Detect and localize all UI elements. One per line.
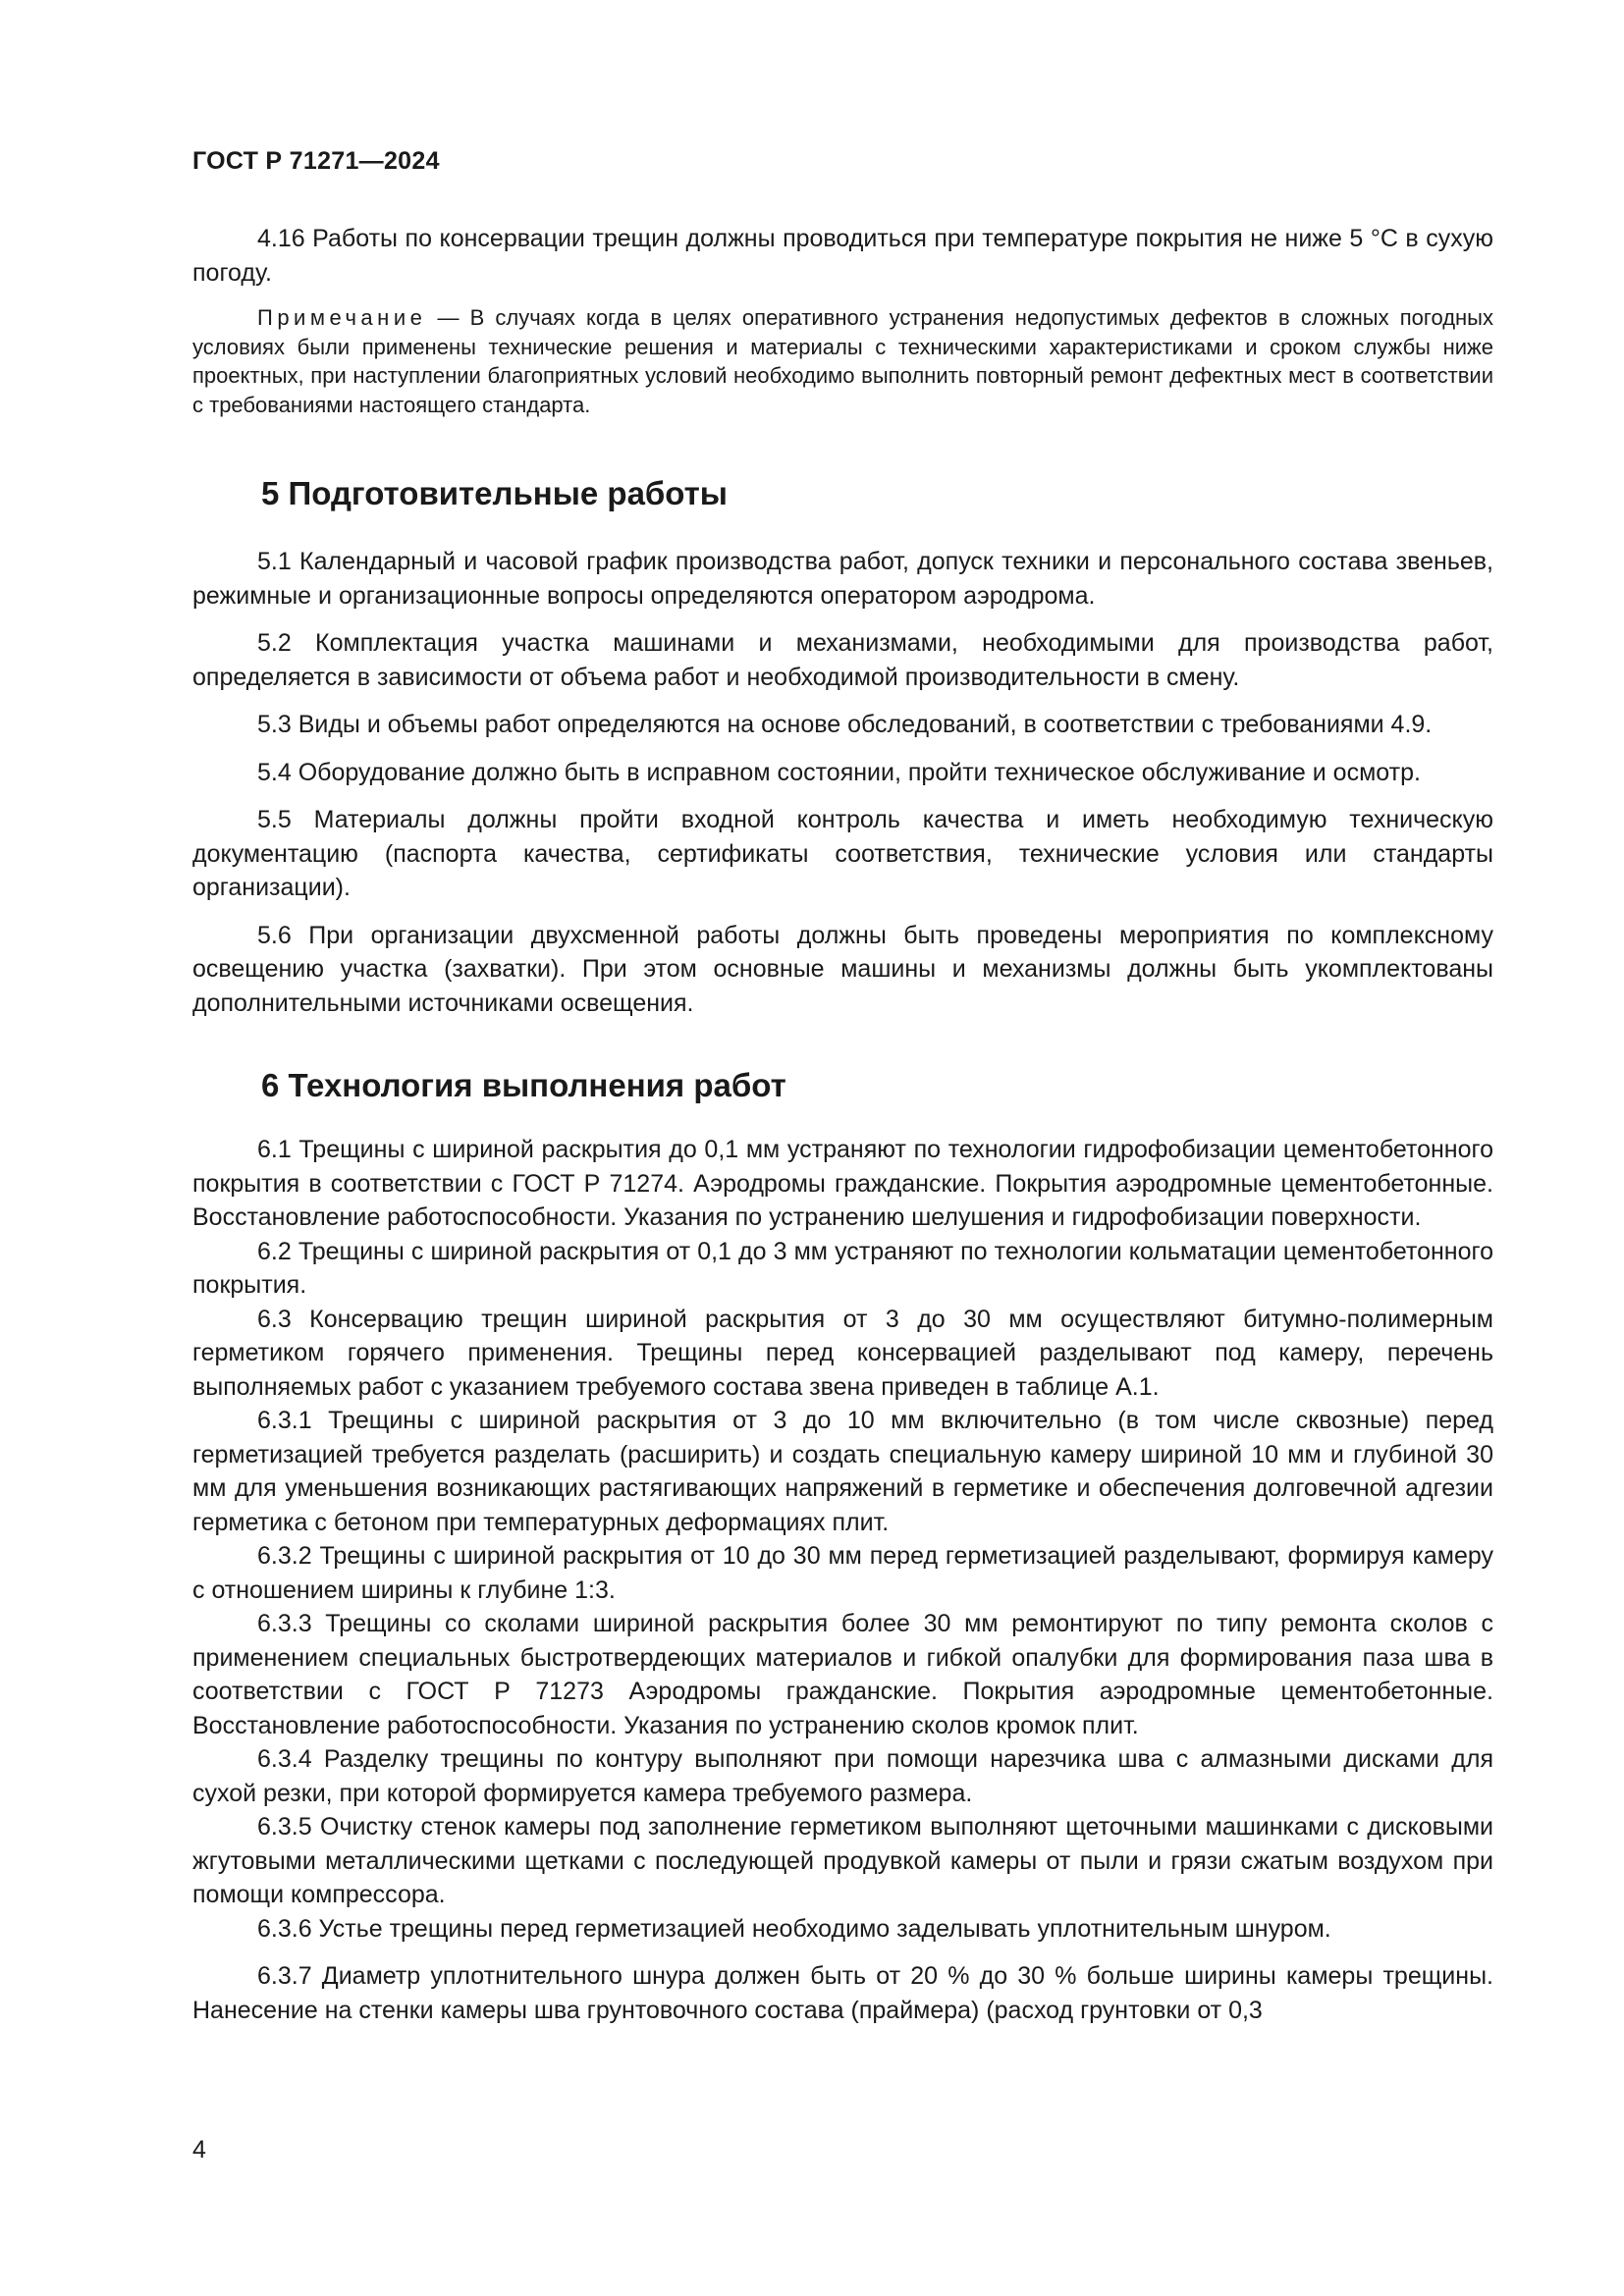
paragraph-6-3-7: 6.3.7 Диаметр уплотнительного шнура должен быть от 20 % до 30 % больше ширины камеры трещины. Нанесение на стенки камеры шва грунтовочного состава (праймера) (расход грунтовки от 0,3 (192, 1962, 1493, 2024)
page-number: 4 (192, 2136, 206, 2163)
note-text: — В случаях когда в целях оперативного устранения недопустимых дефектов в сложных погодных условиях были применены технические решения и материалы с техническими характеристиками и сроком службы ниже проектных, при наступлении благоприятных условий необходимо выполнить повторный ремонт дефектных мест в соответствии с требованиями настоящего стандарта. (192, 305, 1493, 417)
document-page (192, 0, 1493, 2296)
note-paragraph (192, 303, 1493, 419)
paragraph-6-3-2: 6.3.2 Трещины с шириной раскрытия от 10 до 30 мм перед герметизацией разделывают, формируя камеру с отношением ширины к глубине 1:3. (192, 1542, 1493, 1604)
paragraph-6-2: 6.2 Трещины с шириной раскрытия от 0,1 до 3 мм устраняют по технологии кольматации цементобетонного покрытия. (192, 1237, 1493, 1299)
paragraph-6-3-6: 6.3.6 Устье трещины перед герметизацией необходимо заделывать уплотнительным шнуром. (257, 1914, 1331, 1943)
document-header-code: ГОСТ Р 71271—2024 (192, 147, 440, 175)
paragraph-6-3-4: 6.3.4 Разделку трещины по контуру выполняют при помощи нарезчика шва с алмазными дисками для сухой резки, при которой формируется камера требуемого размера. (192, 1745, 1493, 1807)
paragraph-6-3-1: 6.3.1 Трещины с шириной раскрытия от 3 до 10 мм включительно (в том числе сквозные) перед герметизацией требуется разделать (расширить) и создать специальную камеру шириной 10 мм и глубиной 30 мм для уменьшения возникающих растягивающих напряжений в герметике и обеспечения долговечной адгезии герметика с бетоном при температурных деформациях плит. (192, 1407, 1493, 1536)
paragraph-5-2: 5.2 Комплектация участка машинами и механизмами, необходимыми для производства работ, определяется в зависимости от объема работ и необходимой производительности в смену. (192, 629, 1493, 691)
paragraph-5-4: 5.4 Оборудование должно быть в исправном состоянии, пройти техническое обслуживание и осмотр. (257, 758, 1421, 786)
section-6-heading: 6 Технология выполнения работ (261, 1067, 786, 1103)
section-5-heading: 5 Подготовительные работы (261, 475, 728, 511)
paragraph-5-1: 5.1 Календарный и часовой график производства работ, допуск техники и персонального состава звеньев, режимные и организационные вопросы определяются оператором аэродрома. (192, 548, 1493, 610)
paragraph-6-3-5: 6.3.5 Очистку стенок камеры под заполнение герметиком выполняют щеточными машинками с дисковыми жгутовыми металлическими щетками с последующей продувкой камеры от пыли и грязи сжатым воздухом при помощи компрессора. (192, 1813, 1493, 1908)
paragraph-5-5: 5.5 Материалы должны пройти входной контроль качества и иметь необходимую техническую документацию (паспорта качества, сертификаты соответствия, технические условия или стандарты организации). (192, 806, 1493, 901)
paragraph-5-3: 5.3 Виды и объемы работ определяются на основе обследований, в соответствии с требованиями 4.9. (257, 711, 1433, 738)
document-body (192, 222, 1493, 2027)
paragraph-5-6: 5.6 При организации двухсменной работы должны быть проведены мероприятия по комплексному освещению участка (захватки). При этом основные машины и механизмы должны быть укомплектованы дополнительными источниками освещения. (192, 921, 1493, 1017)
paragraph-4-16: 4.16 Работы по консервации трещин должны проводиться при температуре покрытия не ниже 5 °С в сухую погоду. (192, 225, 1493, 287)
paragraph-6-3-3: 6.3.3 Трещины со сколами шириной раскрытия более 30 мм ремонтируют по типу ремонта сколов с применением специальных быстротвердеющих материалов и гибкой опалубки для формирования паза шва в соответствии с ГОСТ Р 71273 Аэродромы гражданские. Покрытия аэродромные цементобетонные. Восстановление работоспособности. Указания по устранению сколов кромок плит. (192, 1610, 1493, 1739)
paragraph-6-3: 6.3 Консервацию трещин шириной раскрытия от 3 до 30 мм осуществляют битумно-полимерным герметиком горячего применения. Трещины перед консервацией разделывают под камеру, перечень выполняемых работ с указанием требуемого состава звена приведен в таблице А.1. (192, 1305, 1493, 1401)
paragraph-6-1: 6.1 Трещины с шириной раскрытия до 0,1 мм устраняют по технологии гидрофобизации цементобетонного покрытия в соответствии с ГОСТ Р 71274. Аэродромы гражданские. Покрытия аэродромные цементобетонные. Восстановление работоспособности. Указания по устранению шелушения и гидрофобизации поверхности. (192, 1136, 1493, 1231)
note-label: Примечание (257, 305, 427, 330)
